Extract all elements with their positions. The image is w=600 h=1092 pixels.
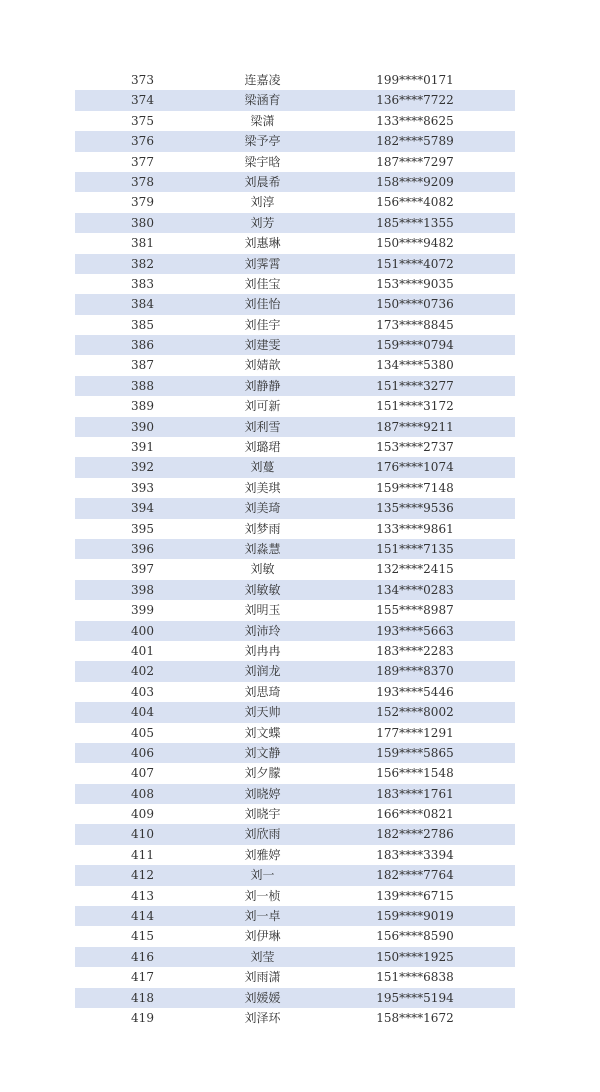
row-name: 梁予亭 [244, 134, 281, 149]
table-row [75, 152, 515, 172]
table-row [75, 559, 515, 579]
table-row [75, 437, 515, 457]
row-name: 刘泽环 [244, 1010, 281, 1025]
table-row [75, 967, 515, 987]
row-name: 刘佳怡 [244, 297, 281, 312]
row-name: 刘晨希 [244, 174, 281, 189]
table-row [75, 804, 515, 824]
row-name: 刘雨潇 [244, 970, 281, 985]
table-row [75, 519, 515, 539]
row-phone: 136****7722 [376, 93, 454, 108]
row-index: 399 [131, 603, 154, 618]
table-row [75, 172, 515, 192]
row-name: 刘佳宝 [244, 276, 281, 291]
table-row [75, 947, 515, 967]
row-index: 392 [131, 460, 154, 475]
row-name: 刘建雯 [244, 338, 281, 353]
row-phone: 132****2415 [376, 562, 454, 577]
row-name: 刘一桢 [244, 888, 281, 903]
table-row [75, 131, 515, 151]
table-row [75, 111, 515, 131]
row-index: 417 [131, 970, 154, 985]
row-index: 402 [131, 664, 154, 679]
row-phone: 185****1355 [376, 215, 454, 230]
row-index: 403 [131, 684, 154, 699]
table-row [75, 376, 515, 396]
row-name: 刘淳 [250, 195, 275, 210]
row-name: 刘美琪 [244, 480, 281, 495]
row-phone: 159****9019 [376, 909, 454, 924]
row-index: 416 [131, 949, 154, 964]
table-row [75, 763, 515, 783]
row-index: 377 [131, 154, 154, 169]
row-index: 404 [131, 705, 154, 720]
table-row [75, 702, 515, 722]
row-index: 413 [131, 888, 154, 903]
row-name: 连嘉凌 [244, 73, 281, 87]
table-row [75, 641, 515, 661]
table-row [75, 865, 515, 885]
row-name: 刘芳 [250, 215, 275, 230]
table-row [75, 926, 515, 946]
row-index: 382 [131, 256, 154, 271]
table-row [75, 661, 515, 681]
row-phone: 150****9482 [376, 236, 454, 251]
row-index: 381 [131, 236, 154, 251]
row-phone: 183****3394 [376, 847, 454, 862]
row-name: 刘霁霄 [244, 256, 281, 271]
row-index: 384 [131, 297, 154, 312]
row-phone: 153****9035 [376, 276, 454, 291]
row-index: 374 [131, 93, 154, 108]
row-index: 380 [131, 215, 154, 230]
row-phone: 183****1761 [376, 786, 454, 801]
row-index: 400 [131, 623, 154, 638]
row-name: 刘天帅 [244, 705, 281, 720]
row-index: 376 [131, 134, 154, 149]
table-row [75, 682, 515, 702]
row-index: 378 [131, 174, 154, 189]
table-row [75, 315, 515, 335]
row-phone: 134****0283 [376, 582, 454, 597]
row-name: 刘文静 [244, 745, 281, 760]
row-phone: 183****2283 [376, 643, 454, 658]
row-name: 刘欣雨 [244, 827, 281, 842]
row-index: 406 [131, 745, 154, 760]
row-phone: 193****5663 [376, 623, 454, 638]
table-row [75, 90, 515, 110]
row-name: 刘静静 [244, 378, 281, 393]
row-name: 刘夕朦 [244, 766, 281, 781]
row-index: 388 [131, 378, 154, 393]
row-phone: 177****1291 [376, 725, 454, 740]
row-phone: 156****1548 [376, 766, 454, 781]
row-index: 401 [131, 643, 154, 658]
row-name: 刘美琦 [244, 501, 281, 516]
row-index: 412 [131, 868, 154, 883]
row-phone: 151****3172 [376, 399, 454, 414]
table-row [75, 233, 515, 253]
table-row [75, 192, 515, 212]
row-phone: 156****4082 [376, 195, 454, 210]
row-name: 刘利雪 [244, 419, 281, 434]
contact-table [75, 70, 515, 1028]
row-name: 梁潇 [250, 113, 275, 128]
row-name: 刘一 [250, 868, 275, 883]
row-index: 390 [131, 419, 154, 434]
table-row [75, 784, 515, 804]
row-name: 刘晓宇 [244, 807, 281, 822]
row-name: 刘璐珺 [244, 440, 281, 455]
row-index: 408 [131, 786, 154, 801]
row-index: 419 [131, 1010, 154, 1025]
table-row [75, 988, 515, 1008]
row-index: 397 [131, 562, 154, 577]
table-row [75, 845, 515, 865]
row-phone: 134****5380 [376, 358, 454, 373]
row-phone: 151****4072 [376, 256, 454, 271]
row-phone: 158****9209 [376, 174, 454, 189]
row-name: 刘淼慧 [244, 541, 281, 556]
table-row [75, 254, 515, 274]
row-name: 刘莹 [250, 949, 275, 964]
table-row [75, 70, 515, 90]
table-row [75, 417, 515, 437]
table-row [75, 478, 515, 498]
row-index: 373 [131, 73, 154, 87]
table-row [75, 886, 515, 906]
row-phone: 151****7135 [376, 541, 454, 556]
row-index: 409 [131, 807, 154, 822]
table-row [75, 539, 515, 559]
row-name: 刘敏敏 [244, 582, 281, 597]
row-phone: 166****0821 [376, 807, 454, 822]
row-name: 刘蔓 [250, 460, 275, 475]
row-phone: 193****5446 [376, 684, 454, 699]
row-phone: 152****8002 [376, 705, 454, 720]
row-name: 刘雅婷 [244, 847, 281, 862]
row-phone: 150****1925 [376, 949, 454, 964]
table-row [75, 457, 515, 477]
table-row [75, 274, 515, 294]
row-name: 刘润龙 [244, 664, 281, 679]
row-name: 刘沛玲 [244, 623, 281, 638]
row-index: 393 [131, 480, 154, 495]
row-phone: 133****8625 [376, 113, 454, 128]
row-name: 刘伊琳 [244, 929, 281, 944]
row-index: 414 [131, 909, 154, 924]
table-row [75, 294, 515, 314]
row-phone: 151****3277 [376, 378, 454, 393]
row-index: 391 [131, 440, 154, 455]
row-phone: 150****0736 [376, 297, 454, 312]
row-phone: 182****5789 [376, 134, 454, 149]
row-index: 387 [131, 358, 154, 373]
row-index: 415 [131, 929, 154, 944]
table-row [75, 355, 515, 375]
row-name: 刘晓婷 [244, 786, 281, 801]
table-row [75, 580, 515, 600]
row-phone: 199****0171 [376, 73, 454, 87]
row-index: 405 [131, 725, 154, 740]
row-name: 刘佳宇 [244, 317, 281, 332]
row-phone: 173****8845 [376, 317, 454, 332]
table-row [75, 498, 515, 518]
row-index: 396 [131, 541, 154, 556]
row-index: 410 [131, 827, 154, 842]
row-phone: 176****1074 [376, 460, 454, 475]
row-name: 梁涵育 [244, 93, 281, 108]
row-phone: 182****2786 [376, 827, 454, 842]
row-name: 刘可新 [244, 399, 281, 414]
row-phone: 156****8590 [376, 929, 454, 944]
row-index: 394 [131, 501, 154, 516]
row-name: 梁宇晗 [244, 154, 281, 169]
row-index: 383 [131, 276, 154, 291]
row-index: 411 [131, 847, 154, 862]
row-name: 刘媛媛 [244, 990, 281, 1005]
table-row [75, 824, 515, 844]
row-phone: 155****8987 [376, 603, 454, 618]
row-name: 刘梦雨 [244, 521, 281, 536]
row-phone: 158****1672 [376, 1010, 454, 1025]
row-name: 刘惠琳 [244, 236, 281, 251]
row-phone: 187****7297 [376, 154, 454, 169]
row-phone: 182****7764 [376, 868, 454, 883]
table-row [75, 600, 515, 620]
row-phone: 133****9861 [376, 521, 454, 536]
row-index: 395 [131, 521, 154, 536]
row-phone: 153****2737 [376, 440, 454, 455]
table-row [75, 723, 515, 743]
row-index: 407 [131, 766, 154, 781]
row-name: 刘一卓 [244, 909, 281, 924]
row-name: 刘敏 [250, 562, 275, 577]
table-row [75, 213, 515, 233]
row-index: 379 [131, 195, 154, 210]
row-phone: 139****6715 [376, 888, 454, 903]
row-phone: 151****6838 [376, 970, 454, 985]
table-row [75, 396, 515, 416]
row-index: 398 [131, 582, 154, 597]
row-index: 375 [131, 113, 154, 128]
table-row [75, 335, 515, 355]
row-phone: 159****5865 [376, 745, 454, 760]
row-index: 389 [131, 399, 154, 414]
row-phone: 159****0794 [376, 338, 454, 353]
row-index: 386 [131, 338, 154, 353]
row-name: 刘冉冉 [244, 643, 281, 658]
table-row [75, 906, 515, 926]
row-phone: 189****8370 [376, 664, 454, 679]
row-index: 418 [131, 990, 154, 1005]
row-phone: 195****5194 [376, 990, 454, 1005]
row-name: 刘思琦 [244, 684, 281, 699]
row-phone: 135****9536 [376, 501, 454, 516]
table-row [75, 621, 515, 641]
row-index: 385 [131, 317, 154, 332]
table-row [75, 1008, 515, 1028]
row-phone: 187****9211 [376, 419, 454, 434]
table-row [75, 743, 515, 763]
row-name: 刘明玉 [244, 603, 281, 618]
row-name: 刘婧歆 [244, 358, 281, 373]
row-phone: 159****7148 [376, 480, 454, 495]
row-name: 刘文蝶 [244, 725, 281, 740]
